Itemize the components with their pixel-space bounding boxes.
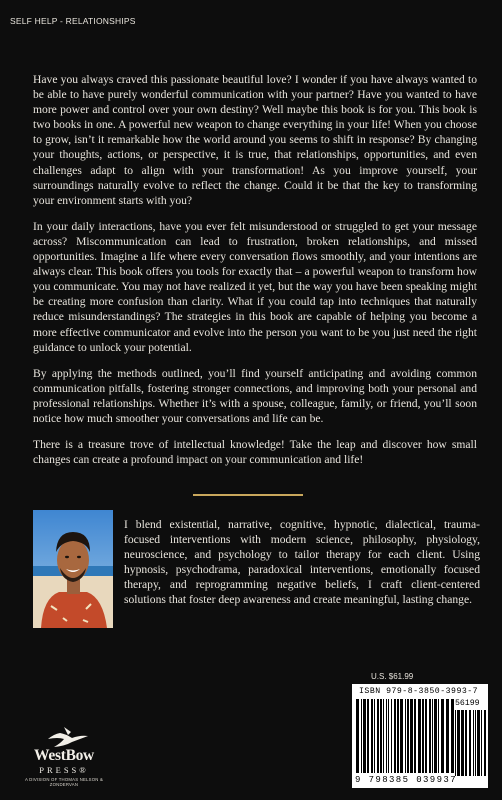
price-code: 56199 <box>455 699 480 708</box>
category-label: SELF HELP - RELATIONSHIPS <box>10 16 136 26</box>
barcode-bar <box>441 699 444 773</box>
barcode-bar <box>407 699 409 773</box>
barcode-bar <box>374 699 375 773</box>
barcode-bar <box>446 699 449 773</box>
barcode-bar <box>383 699 384 773</box>
isbn-digits: 9 798385 039937 <box>355 775 458 785</box>
blurb-paragraph: In your daily interactions, have you ever felt misunderstood or struggled to get your message across? Miscommunication can lead to frustration, broken relationships, and missed opportunities. Imagine a life where every conversation flows smoothly, and your intentions are always clear. This book offers you tools for exactly that – a powerful weapon to transform how you communicate. You may not have realized it yet, but the way you have been speaking might be creating more confusion than clarity. What if you could tap into techniques that naturally reduce misunderstandings? The strategies in this book are capable of helping you become a more effective communicator and evolve into the person you want to be you just need the right guidance to unlock your potential. <box>33 219 477 354</box>
barcode-bar <box>455 710 456 776</box>
barcode-bar <box>405 699 406 773</box>
barcode-bar <box>425 699 427 773</box>
barcode-bar <box>361 699 362 773</box>
barcode-bar <box>363 699 366 773</box>
barcode-bar <box>461 710 464 776</box>
barcode-bar <box>377 699 379 773</box>
barcode-bar <box>451 699 454 773</box>
barcode-bar <box>394 699 396 773</box>
barcode-bars-addon <box>455 710 486 776</box>
barcode-bar <box>465 710 467 776</box>
barcode-bar <box>469 710 471 776</box>
barcode-bar <box>481 710 482 776</box>
blurb-paragraph: Have you always craved this passionate beautiful love? I wonder if you have always wanted to be able to have purely wonderful communication with your partner? Have you wanted to have more power and control over your own destiny? Well maybe this book is for you. This book is two books in one. A powerful new weapon to change everything in your life! When you choose to grow, isn’t it remarkable how the world around you seems to shift in response? By changing your thoughts, actions, or perspective, it is true, that relationships, opportunities, and even challenges adapt to align with your transformation! As you improve yourself, your surroundings naturally evolve to reflect the change. Could it be that the key to transforming your environment starts with you? <box>33 73 477 207</box>
isbn-barcode <box>352 684 488 788</box>
barcode-bar <box>477 710 480 776</box>
barcode-bar <box>429 699 431 773</box>
barcode-bar <box>400 699 403 773</box>
barcode-bar <box>388 699 389 773</box>
blurb-paragraph: By applying the methods outlined, you’ll find yourself anticipating and avoiding common communication pitfalls, fostering stronger connections, and improving both your personal and professional relationships. Whether it’s with a spouse, colleague, family, or friend, you’ll soon notice how much smoother your conversations and life can be. <box>33 366 477 425</box>
barcode-bar <box>422 699 424 773</box>
barcode-bar <box>414 699 416 773</box>
publisher-name: WestBow <box>34 747 94 764</box>
barcode-bar <box>367 699 369 773</box>
barcode-bar <box>438 699 439 773</box>
barcode-bar <box>432 699 433 773</box>
barcode-bar <box>473 710 474 776</box>
barcode-bar <box>356 699 359 773</box>
barcode-bar <box>371 699 373 773</box>
author-portrait-image <box>33 510 113 628</box>
barcode-bar <box>484 710 486 776</box>
barcode-bar <box>410 699 413 773</box>
author-photo <box>33 510 113 628</box>
runner-icon <box>14 725 114 749</box>
publisher-logo <box>14 725 114 795</box>
publisher-press: PRESS® <box>39 765 89 775</box>
author-bio: I blend existential, narrative, cognitive, hypnotic, dialectical, trauma-focused interventions with modern science, philosophy, physiology, neuroscience, and psychology to tailor therapy for each client. Using hypnosis, psychodrama, paradoxical interventions, emotionally focused therapy, and reprogramming negative beliefs, I craft client-centered solutions that foster deep awareness and create meaningful, lasting change. <box>124 518 480 607</box>
isbn-label: ISBN 979-8-3850-3993-7 <box>359 687 479 696</box>
blurb-paragraph: There is a treasure trove of intellectual knowledge! Take the leap and discover how small changes can create a profound impact on your communication and life! <box>33 438 477 467</box>
price-label: U.S. $61.99 <box>371 672 414 681</box>
barcode-bar <box>457 710 460 776</box>
barcode-bar <box>418 699 421 773</box>
publisher-division: A DIVISION OF THOMAS NELSON & ZONDERVAN <box>24 777 104 787</box>
barcode-bar <box>434 699 437 773</box>
back-cover-blurb <box>33 72 477 478</box>
barcode-bars-main <box>356 699 454 773</box>
barcode-bar <box>380 699 382 773</box>
barcode-bar <box>397 699 399 773</box>
gold-divider <box>193 494 303 496</box>
barcode-bar <box>475 710 476 776</box>
barcode-bar <box>391 699 392 773</box>
barcode-bar <box>386 699 387 773</box>
